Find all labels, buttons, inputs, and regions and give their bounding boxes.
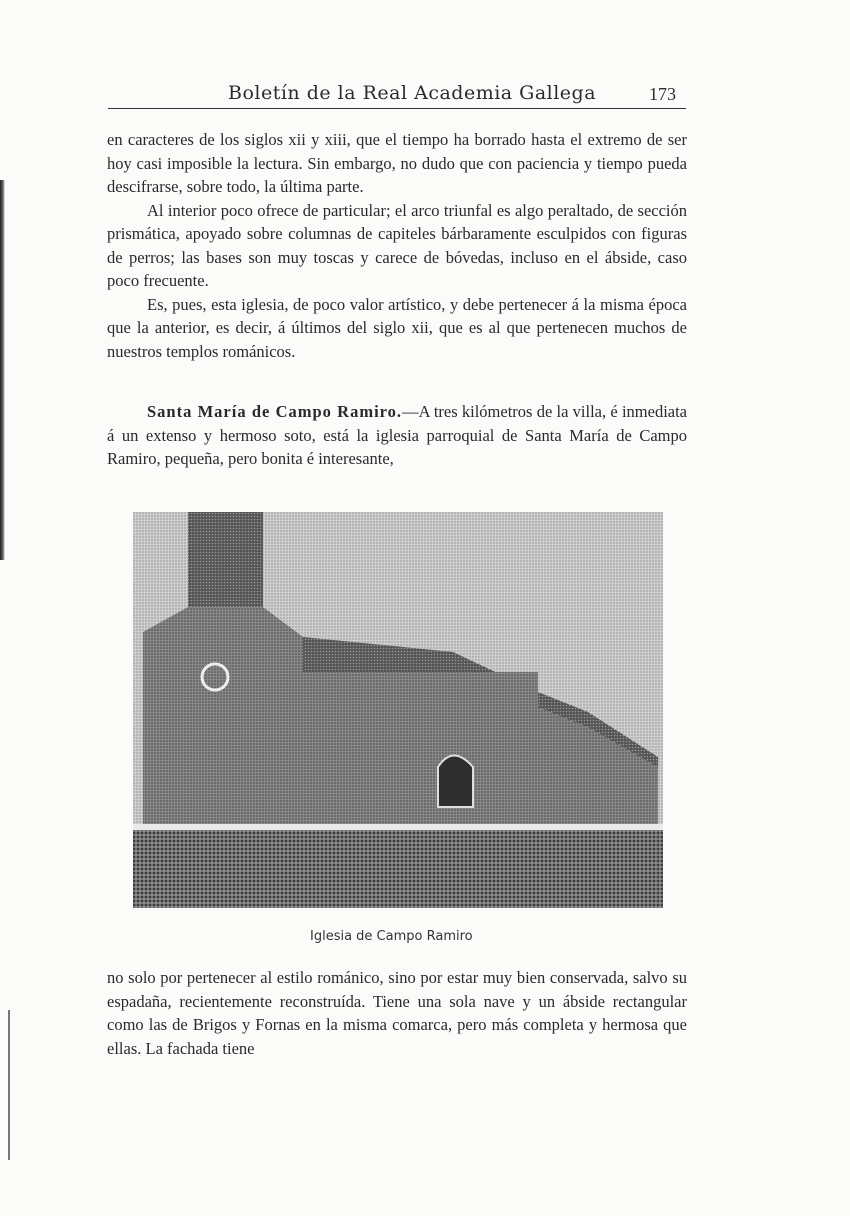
- page-binding-edge: [8, 1010, 10, 1160]
- paragraph: no solo por pertenecer al estilo románico, sino por estar muy bien conservada, salvo su espadaña, recientemente reconstruída. Tiene una sola nave y un ábside rectangular como las de Brigos y Fornas en la misma comarca, pero más completa y hermosa que ellas. La fachada tiene: [107, 968, 687, 1058]
- paragraph: [107, 400, 687, 471]
- journal-title: Boletín de la Real Academia Gallega: [228, 82, 597, 104]
- section-campo-ramiro: [107, 400, 687, 471]
- page-binding-edge: [0, 180, 5, 560]
- church-illustration: [133, 512, 663, 908]
- section-title: Santa María de Campo Ramiro.: [147, 402, 403, 421]
- page-number: 173: [649, 84, 676, 104]
- church-photograph: [133, 512, 663, 908]
- paragraph: Al interior poco ofrece de particular; el arco triunfal es algo peraltado, de sección prismática, apoyado sobre columnas de capiteles bárbaramente esculpidos con figuras de perros; las bases son muy toscas y carece de bóvedas, incluso en el ábside, caso poco frecuente.: [107, 200, 687, 290]
- section-text: —A tres kilómetros de la villa, é inmediata á un extenso y hermoso soto, está la iglesia parroquial de Santa María de Campo Ramiro, pequeña, pero bonita é interesante,: [107, 402, 688, 468]
- paragraph: en caracteres de los siglos xii y xiii, que el tiempo ha borrado hasta el extremo de ser hoy casi imposible la lectura. Sin embargo, no dudo que con paciencia y tiempo pueda descifrarse, sobre todo, la última parte.: [107, 130, 687, 196]
- paragraph: Es, pues, esta iglesia, de poco valor artístico, y debe pertenecer á la misma época que la anterior, es decir, á últimos del siglo xii, que es al que pertenecen muchos de nuestros templos románicos.: [107, 294, 687, 361]
- figure-caption: Iglesia de Campo Ramiro: [310, 929, 473, 944]
- body-text-bottom: [107, 966, 687, 1060]
- body-text-top: [107, 128, 687, 363]
- running-header: [108, 80, 686, 109]
